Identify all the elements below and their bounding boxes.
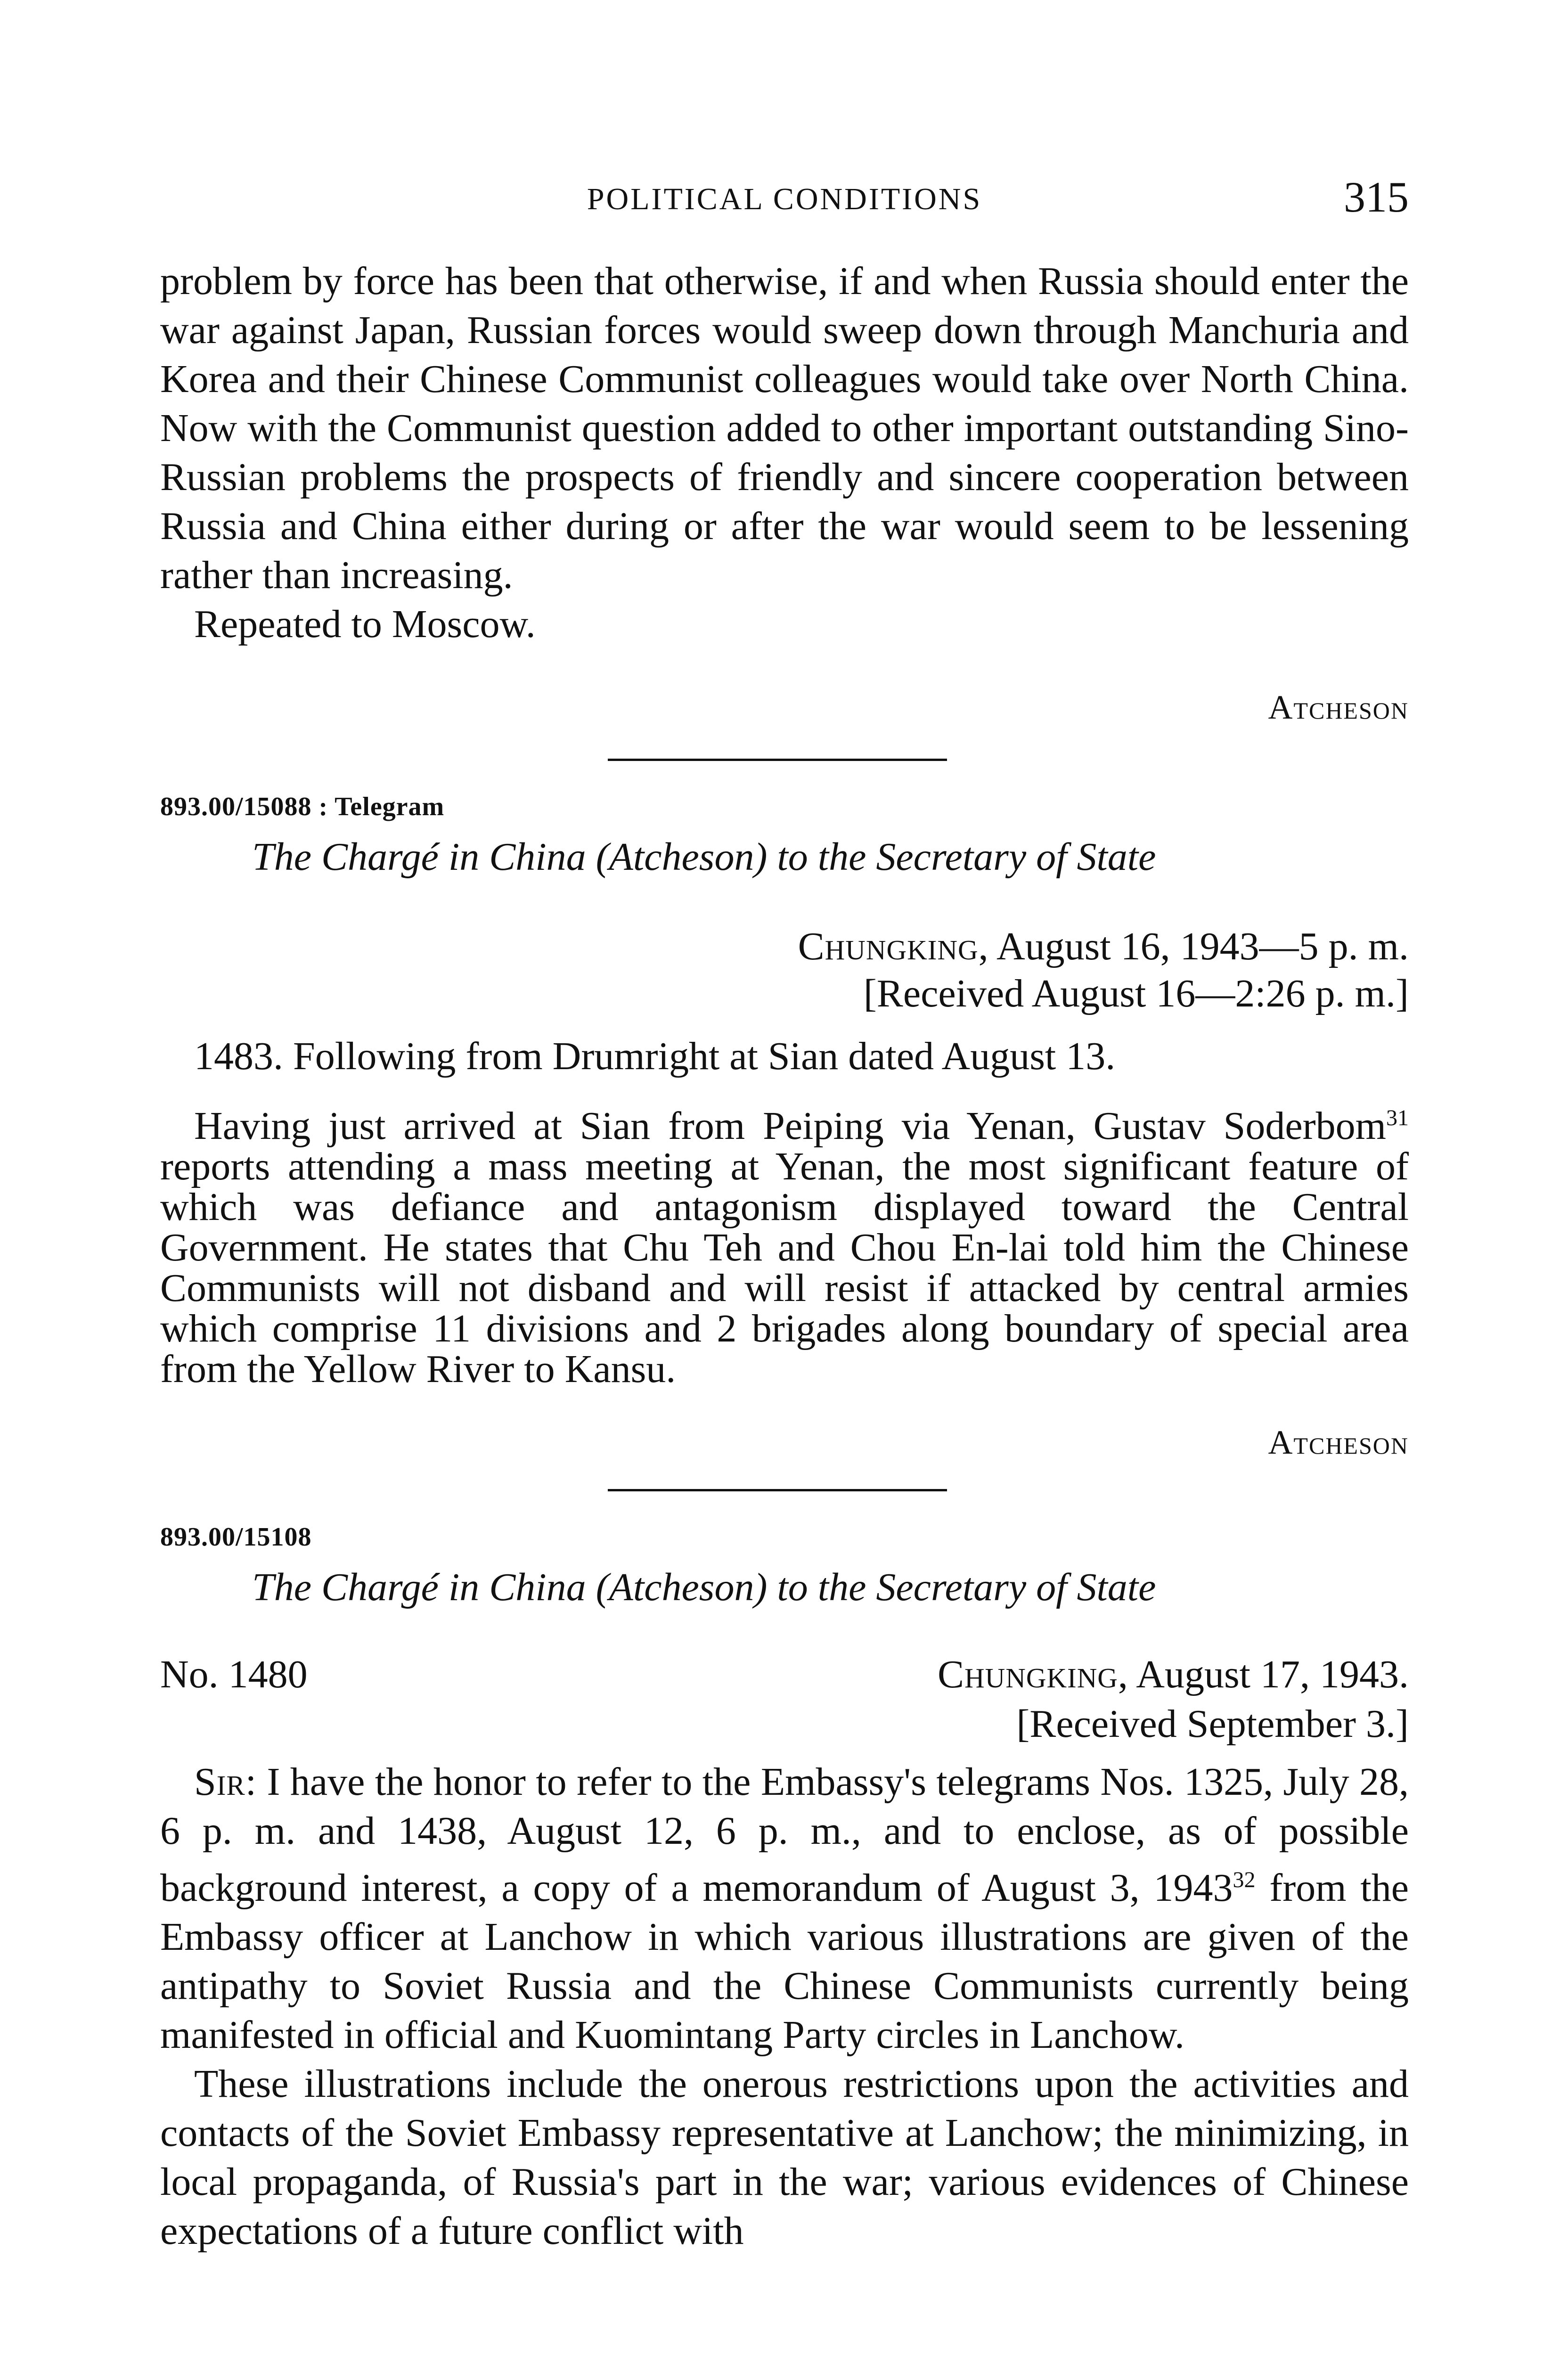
signature-atcheson-2: Atcheson [1268, 1423, 1409, 1461]
dateline-telegram [798, 924, 1409, 969]
section-divider [608, 759, 947, 761]
page-number: 315 [1344, 173, 1409, 221]
running-title: POLITICAL CONDITIONS [587, 182, 982, 216]
telegram-body-rest: reports attending a mass meeting at Yenan, the most significant feature of which was defiance and antagonism displayed toward the Central Government. He states that Chu Teh and Chou En-lai told him the Chinese Communists will not disband and will resist if attacked by central armies which comprise 11 divisions and 2 brigades along boundary of special area from the Yellow River to Kansu. [160, 1145, 1409, 1391]
dateline-place: Chungking, [798, 924, 989, 968]
document-title-despatch: The Chargé in China (Atcheson) to the Secretary of State [252, 1565, 1156, 1609]
received-line-despatch: [Received September 3.] [1016, 1702, 1409, 1746]
telegram-body-paragraph [160, 1098, 1409, 1390]
opening-text [160, 257, 1409, 649]
despatch-p1-start: I have the honor to refer to the Embassy's telegrams Nos. 1325, July 28, 6 p. m. and 1438, August 12, 6 p. m., and to enclose, as of possible background interest, a copy of a memorandum of August 3, 1943 [160, 1760, 1409, 1910]
dateline-date: August 17, 1943. [1136, 1652, 1409, 1696]
dateline-place: Chungking, [937, 1652, 1128, 1696]
telegram-lead-line: 1483. Following from Drumright at Sian dated August 13. [194, 1034, 1116, 1078]
file-id-15088: 893.00/15088 : Telegram [160, 792, 445, 821]
telegram-body [160, 1098, 1409, 1390]
section-divider [608, 1489, 947, 1491]
footnote-ref-32: 32 [1233, 1867, 1256, 1892]
salutation: Sir: [194, 1760, 257, 1804]
repeated-line: Repeated to Moscow. [194, 602, 536, 646]
telegram-body-start: Having just arrived at Sian from Peiping via Yenan, Gustav Soderbom [194, 1104, 1386, 1148]
dateline-despatch [938, 1652, 1409, 1697]
despatch-body [160, 1758, 1409, 2256]
document-title-telegram: The Chargé in China (Atcheson) to the Secretary of State [252, 835, 1156, 879]
signature-atcheson-1: Atcheson [1268, 688, 1409, 726]
received-line-telegram: [Received August 16—2:26 p. m.] [863, 972, 1409, 1015]
dateline-date: August 16, 1943—5 p. m. [996, 924, 1409, 968]
file-id-15108: 893.00/15108 [160, 1522, 312, 1552]
despatch-paragraph-2: These illustrations include the onerous restrictions upon the activities and contacts of the Soviet Embassy representative at Lanchow; the minimizing, in local propaganda, of Russia's part in the war; various evidences of Chinese expectations of a future conflict with [160, 2062, 1409, 2253]
running-head [160, 172, 1409, 229]
despatch-paragraph-1 [160, 1758, 1409, 2060]
telegram-lead [160, 1032, 1409, 1081]
opening-paragraph: problem by force has been that otherwise, if and when Russia should enter the war against Japan, Russian forces would sweep down through Manchuria and Korea and their Chinese Communist colleagues would take over North China. Now with the Communist question added to other important outstanding Sino-Russian problems the prospects of friendly and sincere cooperation between Russia and China either during or after the war would seem to be lessening rather than increasing. [160, 259, 1409, 597]
despatch-p1-rest: from the Embassy officer at Lanchow in which various illustrations are given of the antipathy to Soviet Russia and the Chinese Communists currently being manifested in official and Kuomintang Party circles in Lanchow. [160, 1866, 1409, 2057]
footnote-ref-31: 31 [1386, 1105, 1409, 1130]
despatch-number: No. 1480 [160, 1652, 308, 1696]
